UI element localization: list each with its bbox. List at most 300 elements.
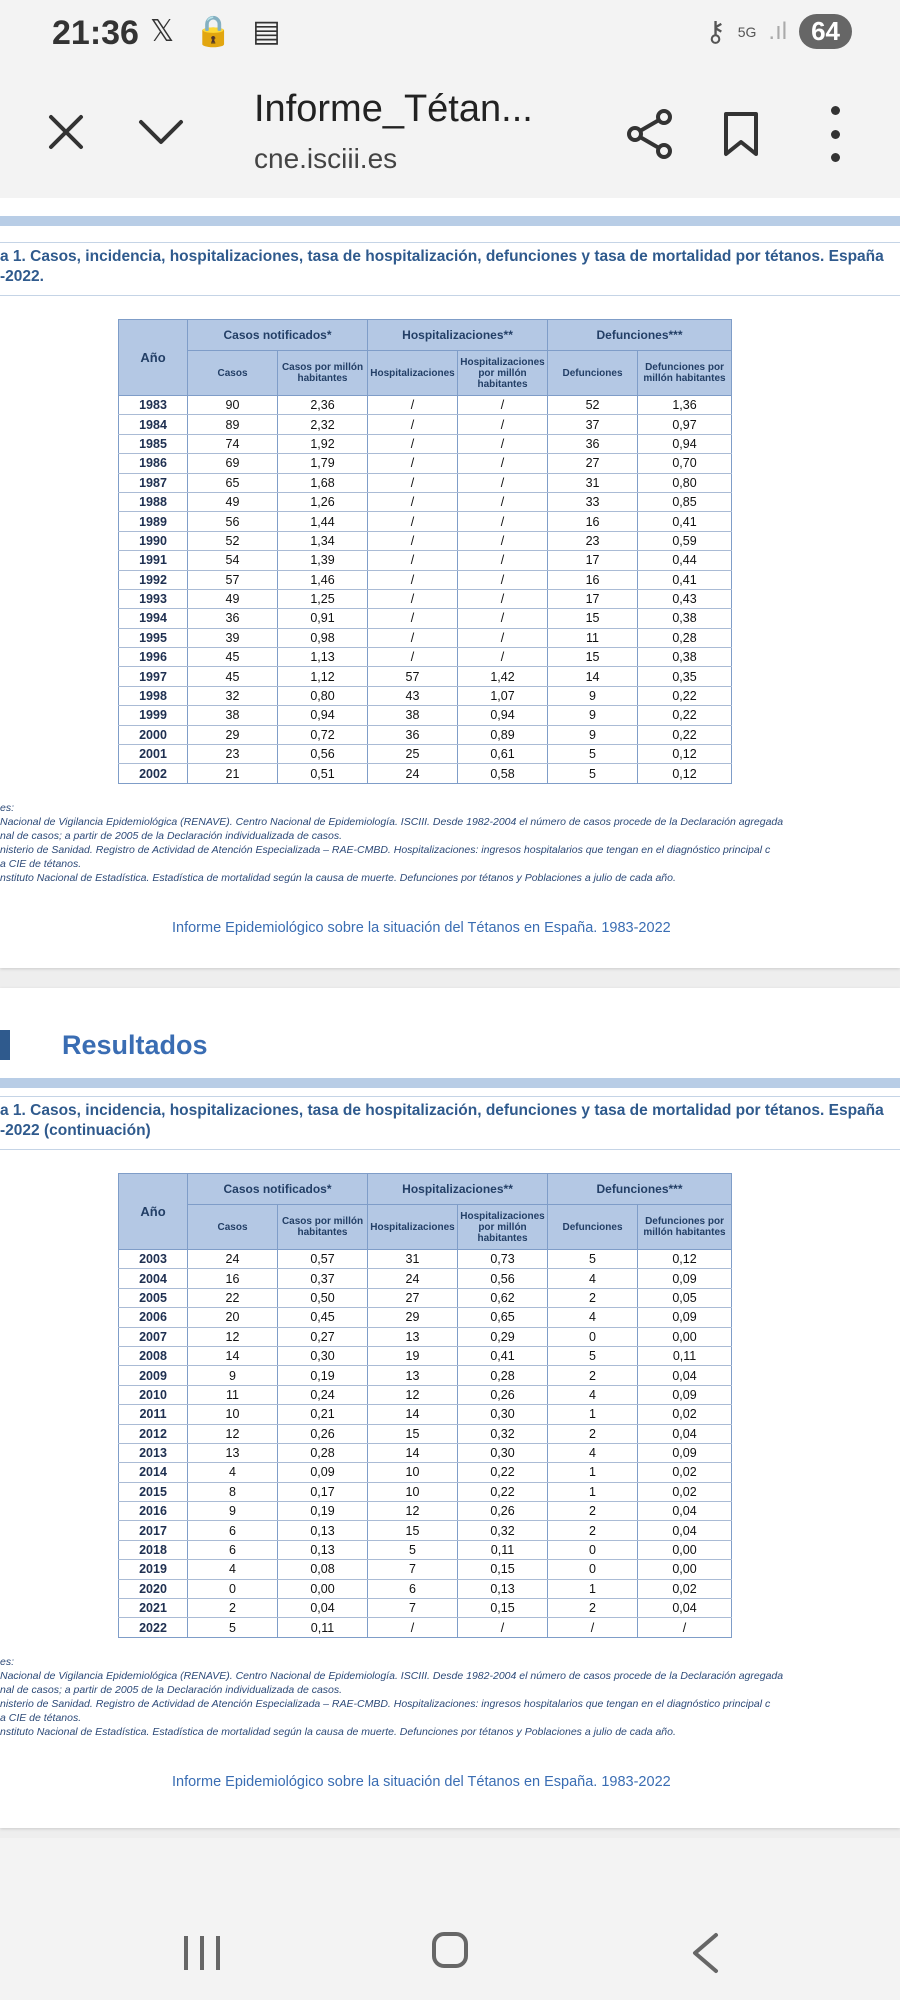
table-cell: 0,30 <box>458 1443 548 1462</box>
table-cell: 1,42 <box>458 667 548 686</box>
table-cell: 1,79 <box>278 454 368 473</box>
close-button[interactable] <box>44 110 88 154</box>
table-cell: 9 <box>548 725 638 744</box>
table-row <box>119 570 732 589</box>
table-cell: 0,89 <box>458 725 548 744</box>
table-cell: 0,04 <box>638 1366 732 1385</box>
year-cell: 2022 <box>119 1618 188 1637</box>
table-cell: 5 <box>548 1250 638 1269</box>
status-time: 21:36 <box>52 14 139 52</box>
table-cell: 5 <box>548 745 638 764</box>
table-cell: 39 <box>188 628 278 647</box>
table-cell: 12 <box>188 1327 278 1346</box>
table-cell: / <box>368 454 458 473</box>
table-cell: 6 <box>188 1521 278 1540</box>
table-cell: 24 <box>368 764 458 783</box>
table-cell: 4 <box>188 1560 278 1579</box>
table-cell: 0,12 <box>638 745 732 764</box>
table-cell: 0,11 <box>638 1346 732 1365</box>
page-title: Informe_Tétan... <box>254 88 533 130</box>
back-button[interactable] <box>690 1932 720 1974</box>
header-cases: Casos <box>188 351 278 396</box>
table-cell: 1 <box>548 1482 638 1501</box>
table-cell: 14 <box>368 1443 458 1462</box>
table-cell: 65 <box>188 473 278 492</box>
table-cell: 0,15 <box>458 1599 548 1618</box>
table-cell: 2 <box>548 1599 638 1618</box>
table-cell: 0,00 <box>278 1579 368 1598</box>
note-line: nstituto Nacional de Estadística. Estadística de mortalidad según la causa de muerte. Defunciones por tétanos y Poblaciones a julio de cada año. <box>0 872 676 884</box>
table-cell: 9 <box>188 1366 278 1385</box>
recent-apps-icon <box>184 1936 188 1970</box>
year-cell: 1996 <box>119 648 188 667</box>
table-row <box>119 1560 732 1579</box>
table-cell: / <box>458 551 548 570</box>
table-cell: 0 <box>548 1327 638 1346</box>
table-cell: 1,13 <box>278 648 368 667</box>
table-cell: 89 <box>188 415 278 434</box>
table-cell: 56 <box>188 512 278 531</box>
section-marker <box>0 1030 10 1060</box>
table-cell: 1,46 <box>278 570 368 589</box>
table-row <box>119 1579 732 1598</box>
table-cell: 0,00 <box>638 1560 732 1579</box>
table-row <box>119 1502 732 1521</box>
note-line: nal de casos; a partir de 2005 de la Declaración individualizada de casos. <box>0 830 343 842</box>
table-row <box>119 628 732 647</box>
table-cell: 11 <box>188 1385 278 1404</box>
table-row <box>119 531 732 550</box>
year-cell: 1992 <box>119 570 188 589</box>
table-cell: 1,26 <box>278 492 368 511</box>
table-row <box>119 1540 732 1559</box>
note-line: a CIE de tétanos. <box>0 858 82 870</box>
table-cell: 45 <box>188 667 278 686</box>
table-title-line: a 1. Casos, incidencia, hospitalizaciones, tasa de hospitalización, defunciones y tasa de mortalidad por tétanos. España <box>0 1102 884 1119</box>
table-cell: 0,41 <box>638 570 732 589</box>
table-cell: 0,85 <box>638 492 732 511</box>
signal-icon: .ıl <box>768 17 788 45</box>
table-cell: / <box>458 492 548 511</box>
data-table-1 <box>118 319 731 784</box>
table-cell: / <box>368 628 458 647</box>
table-cell: 0,22 <box>638 686 732 705</box>
year-cell: 1995 <box>119 628 188 647</box>
table-cell: 74 <box>188 434 278 453</box>
more-options-button[interactable] <box>822 106 848 162</box>
table-cell: 49 <box>188 589 278 608</box>
table-cell: 16 <box>188 1269 278 1288</box>
table-cell: 1,92 <box>278 434 368 453</box>
note-line: es: <box>0 1656 15 1668</box>
table-cell: 23 <box>548 531 638 550</box>
table-cell: 2 <box>548 1424 638 1443</box>
table-cell: 1 <box>548 1579 638 1598</box>
table-row <box>119 551 732 570</box>
year-cell: 1997 <box>119 667 188 686</box>
table-cell: 0,32 <box>458 1521 548 1540</box>
table-cell: / <box>458 434 548 453</box>
note-line: nisterio de Sanidad. Registro de Actividad de Atención Especializada – RAE-CMBD. Hospitalizaciones: ingresos hospitalarios que tengan en el diagnóstico principal c <box>0 844 771 856</box>
table-cell: 17 <box>548 551 638 570</box>
more-dot-icon <box>831 130 840 139</box>
recent-apps-button[interactable] <box>184 1936 220 1970</box>
table-title-line: a 1. Casos, incidencia, hospitalizaciones, tasa de hospitalización, defunciones y tasa de mortalidad por tétanos. España <box>0 248 884 265</box>
table-cell: 0,19 <box>278 1502 368 1521</box>
table-cell: 0,15 <box>458 1560 548 1579</box>
table-cell: 0,22 <box>458 1482 548 1501</box>
table-cell: 49 <box>188 492 278 511</box>
table-cell: 0,97 <box>638 415 732 434</box>
year-cell: 2000 <box>119 725 188 744</box>
table-cell: 0,35 <box>638 667 732 686</box>
table-cell: 2 <box>188 1599 278 1618</box>
year-cell: 2017 <box>119 1521 188 1540</box>
chevron-down-icon <box>138 118 184 146</box>
table-cell: 29 <box>188 725 278 744</box>
table-cell: / <box>368 396 458 415</box>
header-band <box>0 216 900 226</box>
year-cell: 2004 <box>119 1269 188 1288</box>
document-page-2 <box>0 988 900 1828</box>
table-cell: 0,62 <box>458 1288 548 1307</box>
table-cell: 15 <box>368 1424 458 1443</box>
table-cell: 1,25 <box>278 589 368 608</box>
key-icon: ⚷ <box>705 16 726 47</box>
year-cell: 2008 <box>119 1346 188 1365</box>
table-cell: 36 <box>368 725 458 744</box>
more-dot-icon <box>831 153 840 162</box>
table-cell: / <box>368 570 458 589</box>
table-row <box>119 473 732 492</box>
table-row <box>119 686 732 705</box>
close-icon <box>48 114 84 150</box>
share-icon <box>624 108 676 160</box>
table-cell: 14 <box>548 667 638 686</box>
table-cell: 31 <box>368 1250 458 1269</box>
header-deaths-group: Defunciones*** <box>548 1174 732 1205</box>
table-cell: 0,02 <box>638 1463 732 1482</box>
table-cell: 0,45 <box>278 1308 368 1327</box>
table-cell: 0,94 <box>638 434 732 453</box>
header-hosp: Hospitalizaciones <box>368 1205 458 1250</box>
year-cell: 2002 <box>119 764 188 783</box>
table-cell: 10 <box>188 1405 278 1424</box>
table-cell: 0,57 <box>278 1250 368 1269</box>
year-cell: 2018 <box>119 1540 188 1559</box>
collapse-button[interactable] <box>136 110 186 154</box>
table-cell: 0,56 <box>458 1269 548 1288</box>
table-cell: 0,72 <box>278 725 368 744</box>
table-cell: 36 <box>548 434 638 453</box>
table-cell: 0,08 <box>278 1560 368 1579</box>
table-cell: 0,80 <box>278 686 368 705</box>
table-cell: 5 <box>188 1618 278 1637</box>
year-cell: 2005 <box>119 1288 188 1307</box>
table-cell: 0,70 <box>638 454 732 473</box>
table-cell: 2 <box>548 1288 638 1307</box>
table-cell: 2,32 <box>278 415 368 434</box>
table-cell: 10 <box>368 1463 458 1482</box>
table-cell: / <box>368 551 458 570</box>
table-cell: 0,00 <box>638 1540 732 1559</box>
table-cell: 0,13 <box>458 1579 548 1598</box>
table-body-1 <box>119 396 732 784</box>
recent-apps-icon <box>200 1936 204 1970</box>
table-cell: 0,09 <box>638 1269 732 1288</box>
year-cell: 2016 <box>119 1502 188 1521</box>
table-cell: 5 <box>548 764 638 783</box>
table-row <box>119 1521 732 1540</box>
table-row <box>119 454 732 473</box>
year-cell: 1986 <box>119 454 188 473</box>
year-cell: 2007 <box>119 1327 188 1346</box>
table-row <box>119 1346 732 1365</box>
table-cell: 0,28 <box>458 1366 548 1385</box>
table-cell: 0,56 <box>278 745 368 764</box>
table-row <box>119 667 732 686</box>
header-deaths: Defunciones <box>548 351 638 396</box>
table-cell: 4 <box>548 1385 638 1404</box>
table-cell: 38 <box>368 706 458 725</box>
table-cell: 22 <box>188 1288 278 1307</box>
year-cell: 2006 <box>119 1308 188 1327</box>
header-cases-rate: Casos por millón habitantes <box>278 1205 368 1250</box>
table-cell: 0 <box>548 1540 638 1559</box>
table-cell: 0,04 <box>278 1599 368 1618</box>
table-row <box>119 1618 732 1637</box>
table-cell: 1,12 <box>278 667 368 686</box>
header-cases-rate: Casos por millón habitantes <box>278 351 368 396</box>
table-cell: 0,02 <box>638 1405 732 1424</box>
bookmark-button[interactable] <box>722 110 760 158</box>
table-cell: 9 <box>548 706 638 725</box>
year-cell: 1989 <box>119 512 188 531</box>
table-cell: 0,43 <box>638 589 732 608</box>
title-block <box>254 88 533 175</box>
table-cell: 0,58 <box>458 764 548 783</box>
table-cell: 38 <box>188 706 278 725</box>
status-bar <box>0 0 900 68</box>
table-cell: 1,44 <box>278 512 368 531</box>
table-cell: 13 <box>368 1366 458 1385</box>
notification-icons: 𝕏 🔒 ▤ <box>150 15 287 48</box>
table-cell: 2,36 <box>278 396 368 415</box>
table-row <box>119 415 732 434</box>
table-cell: 0,59 <box>638 531 732 550</box>
table-cell: 32 <box>188 686 278 705</box>
results-title: Resultados <box>62 1030 208 1060</box>
year-cell: 1988 <box>119 492 188 511</box>
table-cell: 0,38 <box>638 648 732 667</box>
table-cell: / <box>368 648 458 667</box>
table-cell: 0,32 <box>458 1424 548 1443</box>
table-cell: 14 <box>368 1405 458 1424</box>
table-cell: 0,37 <box>278 1269 368 1288</box>
table-cell: 0,22 <box>638 706 732 725</box>
year-cell: 2009 <box>119 1366 188 1385</box>
table-cell: 0 <box>548 1560 638 1579</box>
table-cell: 0,12 <box>638 1250 732 1269</box>
table-cell: / <box>458 473 548 492</box>
table-cell: 45 <box>188 648 278 667</box>
table-cell: 90 <box>188 396 278 415</box>
table-cell: 21 <box>188 764 278 783</box>
table-cell: / <box>368 492 458 511</box>
table-row <box>119 1269 732 1288</box>
table-cell: 7 <box>368 1560 458 1579</box>
table-cell: 27 <box>548 454 638 473</box>
table-row <box>119 1463 732 1482</box>
table-cell: 2 <box>548 1366 638 1385</box>
table-cell: 1,36 <box>638 396 732 415</box>
table-cell: 12 <box>368 1502 458 1521</box>
document-viewer[interactable] <box>0 198 900 1838</box>
table-cell: 27 <box>368 1288 458 1307</box>
system-nav-bar <box>0 1838 900 2000</box>
table-cell: 24 <box>368 1269 458 1288</box>
table-row <box>119 609 732 628</box>
table-row <box>119 764 732 783</box>
table-notes <box>0 801 900 885</box>
table-cell: 0,29 <box>458 1327 548 1346</box>
year-cell: 1990 <box>119 531 188 550</box>
year-cell: 2014 <box>119 1463 188 1482</box>
share-button[interactable] <box>624 108 676 160</box>
table-cell: 0,17 <box>278 1482 368 1501</box>
year-cell: 1984 <box>119 415 188 434</box>
table-cell: 19 <box>368 1346 458 1365</box>
table-cell: 25 <box>368 745 458 764</box>
table-row <box>119 1250 732 1269</box>
table-cell: 0,09 <box>638 1308 732 1327</box>
bookmark-icon <box>722 110 760 158</box>
table-cell: 0,44 <box>638 551 732 570</box>
table-row <box>119 1385 732 1404</box>
table-row <box>119 589 732 608</box>
table-cell: 0,11 <box>458 1540 548 1559</box>
table-cell: 11 <box>548 628 638 647</box>
document-page-1 <box>0 198 900 968</box>
table-row <box>119 1443 732 1462</box>
table-row <box>119 745 732 764</box>
table-cell: / <box>458 512 548 531</box>
home-button[interactable] <box>432 1932 468 1968</box>
year-cell: 2012 <box>119 1424 188 1443</box>
table-cell: 0,22 <box>638 725 732 744</box>
table-cell: 6 <box>368 1579 458 1598</box>
report-footer: Informe Epidemiológico sobre la situación del Tétanos en España. 1983-2022 <box>172 920 671 936</box>
header-deaths-rate: Defunciones por millón habitantes <box>638 351 732 396</box>
table-cell: 4 <box>188 1463 278 1482</box>
browser-toolbar <box>0 68 900 199</box>
table-cell: 36 <box>188 609 278 628</box>
table-cell: 0,41 <box>458 1346 548 1365</box>
table-cell: 15 <box>368 1521 458 1540</box>
header-year: Año <box>119 1174 188 1250</box>
table-cell: / <box>368 609 458 628</box>
table-cell: 2 <box>548 1502 638 1521</box>
table-cell: / <box>458 531 548 550</box>
table-row <box>119 1424 732 1443</box>
header-deaths-group: Defunciones*** <box>548 320 732 351</box>
table-cell: 0,26 <box>278 1424 368 1443</box>
note-line: a CIE de tétanos. <box>0 1712 82 1724</box>
note-line: nstituto Nacional de Estadística. Estadística de mortalidad según la causa de muerte. Defunciones por tétanos y Poblaciones a julio de cada año. <box>0 1726 676 1738</box>
table-cell: 0,30 <box>278 1346 368 1365</box>
table-cell: 4 <box>548 1269 638 1288</box>
table-cell: / <box>458 415 548 434</box>
table-cell: 9 <box>188 1502 278 1521</box>
table-cell: 0,26 <box>458 1385 548 1404</box>
table-cell: 0,51 <box>278 764 368 783</box>
table-cell: 0,28 <box>278 1443 368 1462</box>
year-cell: 2010 <box>119 1385 188 1404</box>
table-cell: 0,04 <box>638 1424 732 1443</box>
table-cell: 1 <box>548 1405 638 1424</box>
table-cell: 1,68 <box>278 473 368 492</box>
table-cell: 0,19 <box>278 1366 368 1385</box>
table-cell: 54 <box>188 551 278 570</box>
year-cell: 1994 <box>119 609 188 628</box>
year-cell: 2015 <box>119 1482 188 1501</box>
table-cell: 0,28 <box>638 628 732 647</box>
table-row <box>119 706 732 725</box>
year-cell: 1991 <box>119 551 188 570</box>
results-heading <box>0 1016 900 1066</box>
table-cell: 0,94 <box>278 706 368 725</box>
table-cell: 12 <box>368 1385 458 1404</box>
table-cell: / <box>638 1618 732 1637</box>
table-cell: 37 <box>548 415 638 434</box>
table-cell: 0,27 <box>278 1327 368 1346</box>
table-cell: 57 <box>368 667 458 686</box>
table-cell: 13 <box>188 1443 278 1462</box>
table-title-line: -2022. <box>0 268 44 285</box>
table-cell: / <box>458 609 548 628</box>
table-cell: 57 <box>188 570 278 589</box>
header-hosp-rate: Hospitalizaciones por millón habitantes <box>458 1205 548 1250</box>
header-cases-group: Casos notificados* <box>188 320 368 351</box>
table-cell: 29 <box>368 1308 458 1327</box>
table-cell: 0,09 <box>278 1463 368 1482</box>
table-cell: 20 <box>188 1308 278 1327</box>
table-cell: / <box>458 1618 548 1637</box>
year-cell: 1998 <box>119 686 188 705</box>
table-cell: 15 <box>548 648 638 667</box>
table-title-line: -2022 (continuación) <box>0 1122 151 1139</box>
table-cell: 0,00 <box>638 1327 732 1346</box>
table-row <box>119 1599 732 1618</box>
report-footer: Informe Epidemiológico sobre la situación del Tétanos en España. 1983-2022 <box>172 1774 671 1790</box>
note-line: nisterio de Sanidad. Registro de Actividad de Atención Especializada – RAE-CMBD. Hospitalizaciones: ingresos hospitalarios que tengan en el diagnóstico principal c <box>0 1698 771 1710</box>
year-cell: 2013 <box>119 1443 188 1462</box>
table-cell: 13 <box>368 1327 458 1346</box>
table-cell: 43 <box>368 686 458 705</box>
header-hosp-group: Hospitalizaciones** <box>368 320 548 351</box>
data-table-2 <box>118 1173 731 1638</box>
table-cell: / <box>458 628 548 647</box>
table-cell: 12 <box>188 1424 278 1443</box>
table-cell: 0,02 <box>638 1482 732 1501</box>
table-row <box>119 512 732 531</box>
table-cell: 52 <box>548 396 638 415</box>
year-cell: 1985 <box>119 434 188 453</box>
year-cell: 1999 <box>119 706 188 725</box>
table-cell: 24 <box>188 1250 278 1269</box>
table-cell: 0,26 <box>458 1502 548 1521</box>
battery-indicator: 64 <box>799 14 852 49</box>
